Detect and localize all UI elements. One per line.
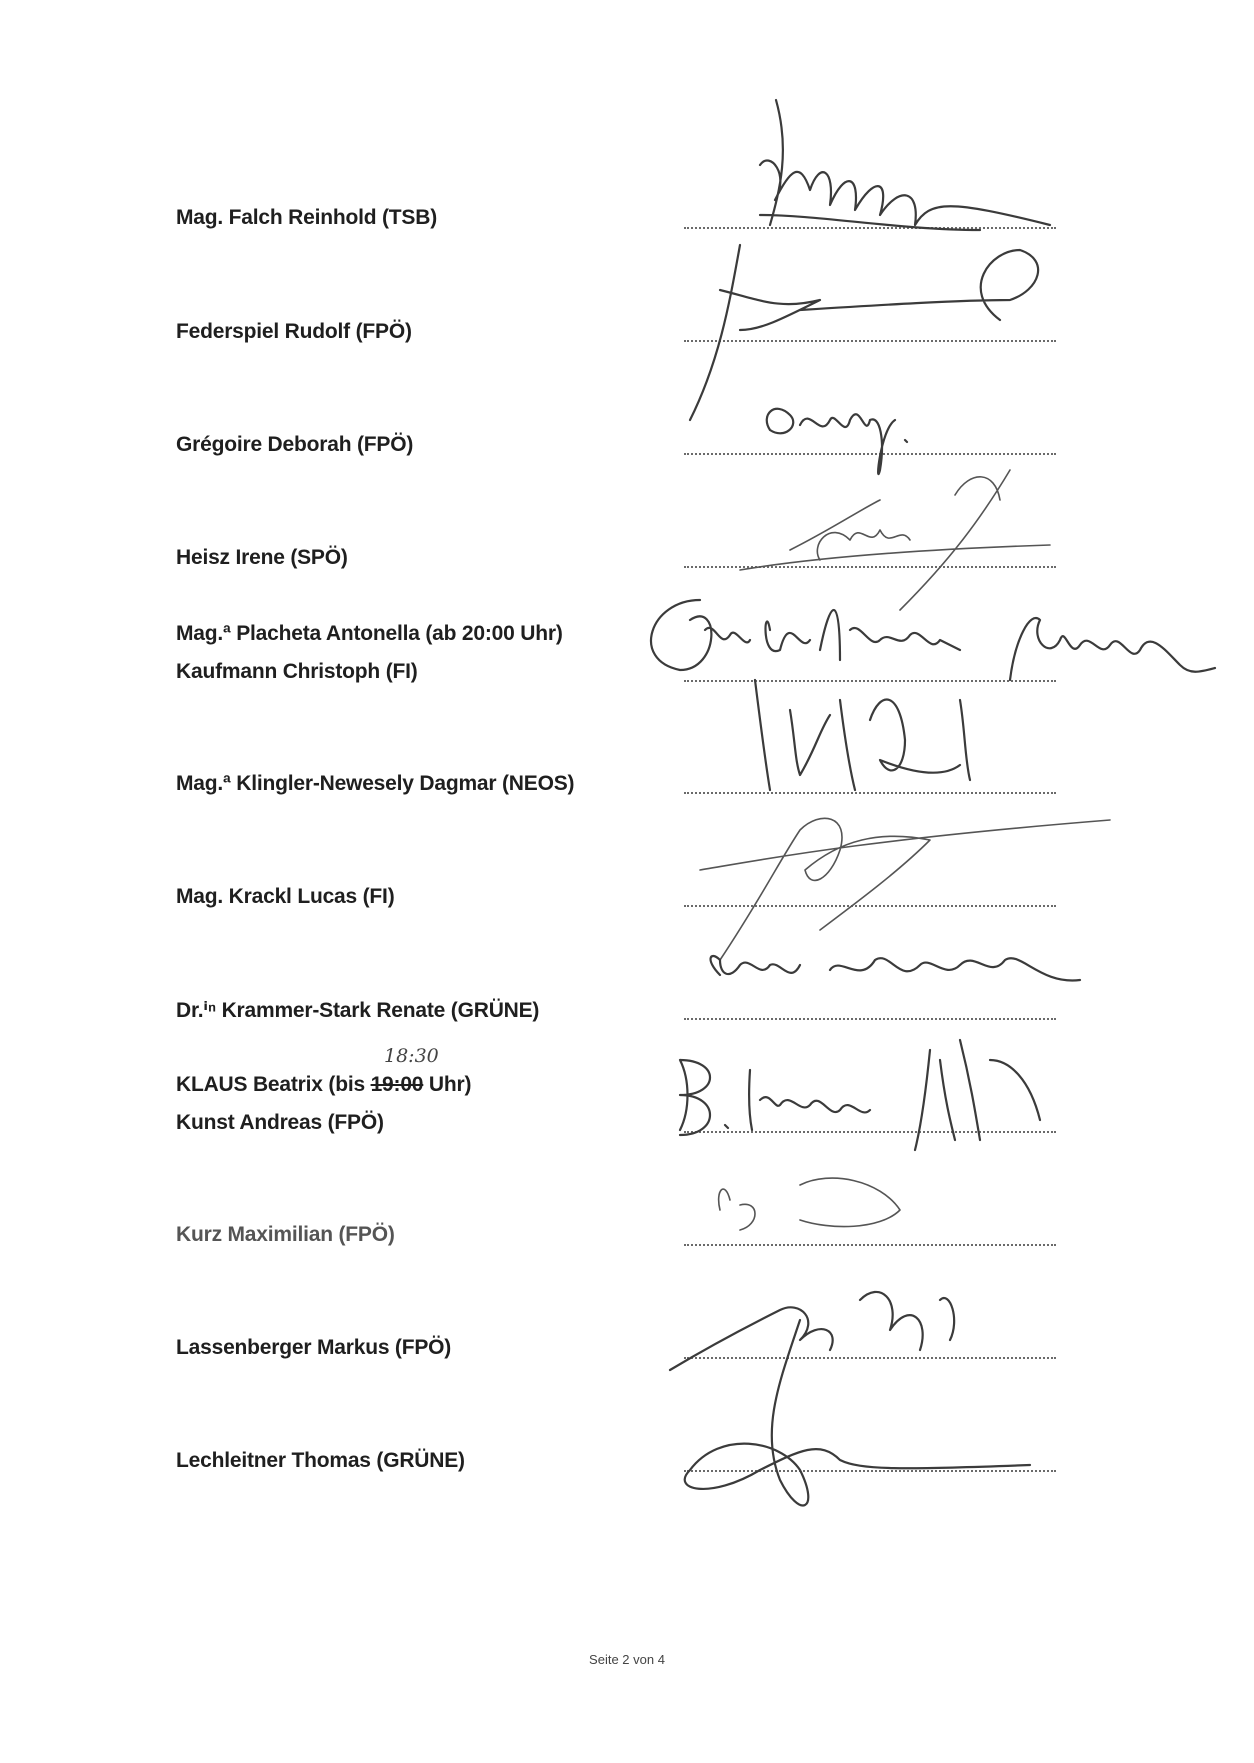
- entry-klaus-suffix: Uhr): [423, 1073, 472, 1096]
- entry-kurz: Kurz Maximilian (FPÖ): [176, 1223, 395, 1246]
- signature-kurz: [719, 1178, 900, 1230]
- entry-krackl: Mag. Krackl Lucas (FI): [176, 885, 395, 908]
- entry-klaus-prefix: KLAUS Beatrix (bis: [176, 1073, 371, 1096]
- signature-klingler: [755, 680, 970, 790]
- entry-lassenberger: Lassenberger Markus (FPÖ): [176, 1336, 452, 1359]
- signature-placheta: [1010, 618, 1215, 680]
- entry-heisz: Heisz Irene (SPÖ): [176, 546, 348, 569]
- entry-krammer-stark: Dr.ⁱⁿ Krammer-Stark Renate (GRÜNE): [176, 999, 540, 1022]
- signature-lechleitner: [685, 1320, 1030, 1505]
- entry-placheta: Mag.ª Placheta Antonella (ab 20:00 Uhr): [176, 622, 563, 645]
- entry-kaufmann: Kaufmann Christoph (FI): [176, 660, 418, 683]
- signature-kunst: [915, 1040, 1040, 1150]
- entry-gregoire: Grégoire Deborah (FPÖ): [176, 433, 414, 456]
- entry-lechleitner: Lechleitner Thomas (GRÜNE): [176, 1449, 465, 1472]
- signature-klaus: [680, 1060, 870, 1135]
- signature-federspiel: [690, 245, 1038, 420]
- entry-klaus-struck-time: 19:00: [370, 1073, 424, 1096]
- entry-falch: Mag. Falch Reinhold (TSB): [176, 206, 437, 229]
- signature-krackl: [700, 818, 1110, 960]
- signature-lassenberger: [670, 1292, 954, 1370]
- entry-federspiel: Federspiel Rudolf (FPÖ): [176, 320, 412, 343]
- page-number: Seite 2 von 4: [589, 1652, 665, 1667]
- signature-kaufmann: [651, 600, 960, 670]
- handwritten-time-correction: 18:30: [384, 1045, 439, 1067]
- signature-heisz: [740, 470, 1050, 610]
- signature-falch: [760, 100, 1050, 230]
- signature-krammer-stark: [711, 956, 1080, 981]
- signature-gregoire: [767, 409, 907, 474]
- entry-kunst: Kunst Andreas (FPÖ): [176, 1111, 384, 1134]
- entry-klingler-newesely: Mag.ª Klingler-Newesely Dagmar (NEOS): [176, 772, 575, 795]
